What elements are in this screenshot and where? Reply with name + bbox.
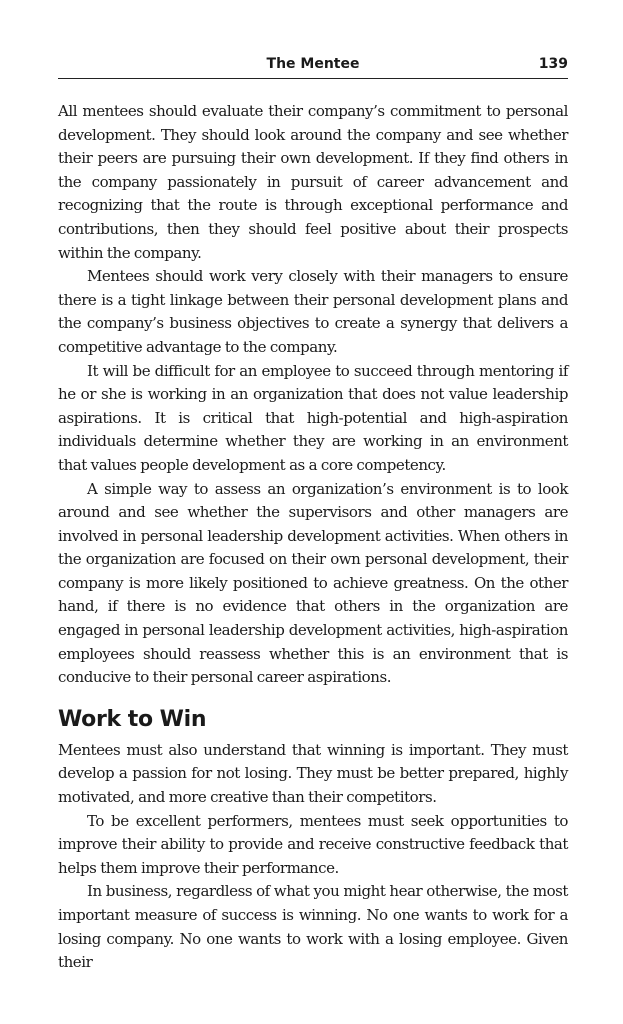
paragraph: It will be difficult for an employee to succeed through mentoring if he or she is working in an organization that does not value leadership aspirations. It is critical that high-potential and high-aspiration individuals determine whether they are working in an environment that values people development as a core competency. (58, 361, 568, 474)
body-text (58, 100, 568, 975)
paragraph: To be excellent performers, mentees must seek opportunities to improve their ability to provide and receive constructive feedback that helps them improve their performance. (58, 811, 568, 877)
paragraph: In business, regardless of what you might hear otherwise, the most important measure of success is winning. No one wants to work for a losing company. No one wants to work with a losing employee. Given their (58, 882, 568, 972)
page-number: 139 (538, 56, 568, 72)
paragraph: A simple way to assess an organization’s environment is to look around and see whether the supervisors and other managers are involved in personal leadership development activities. When others in the organization are focused on their own personal development, their company is more likely positioned to achieve greatness. On the other hand, if there is no evidence that others in the organization are engaged in personal leadership development activities, high-aspiration employees should reassess whether this is an environment that is conducive to their personal career aspirations. (58, 479, 568, 687)
running-header (58, 52, 568, 79)
running-title: The Mentee (266, 56, 360, 72)
paragraph: Mentees must also understand that winning is important. They must develop a passion for not losing. They must be better prepared, highly motivated, and more creative than their competitors. (58, 740, 568, 807)
paragraph: Mentees should work very closely with their managers to ensure there is a tight linkage between their personal development plans and the company’s business objectives to create a synergy that delivers a competitive advantage to the company. (58, 267, 568, 356)
section-heading: Work to Win (58, 706, 207, 732)
paragraph: All mentees should evaluate their company’s commitment to personal development. They should look around the company and see whether their peers are pursuing their own development. If they find others in the company passionately in pursuit of career advancement and recognizing that the route is through exceptional performance and contributions, then they should feel positive about their prospects within the company. (58, 102, 568, 262)
